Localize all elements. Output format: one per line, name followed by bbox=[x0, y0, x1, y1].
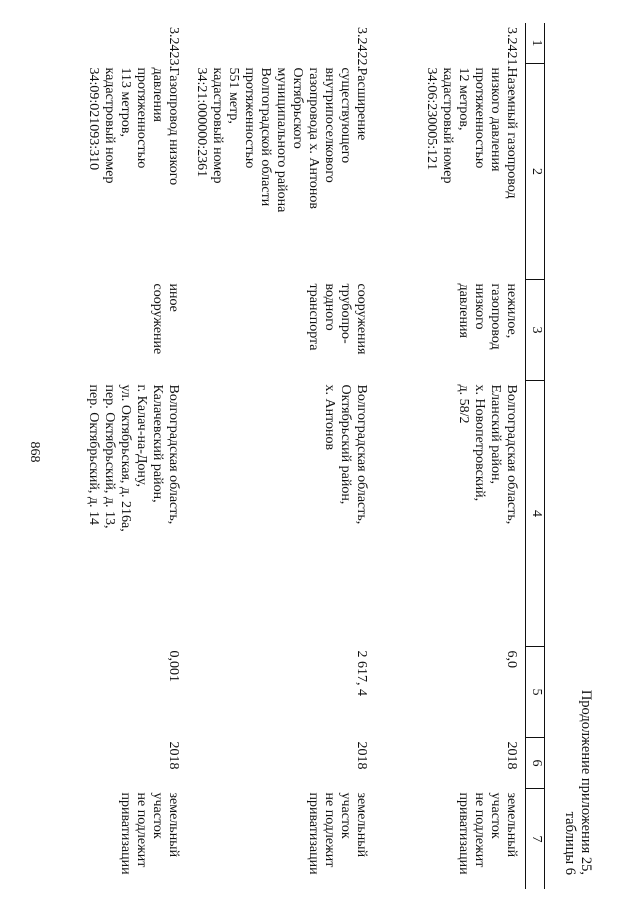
object-name: Наземный газопровод низкого давления протяженностью 12 метров, кадастровый номер 34:06:230005:121 bbox=[424, 67, 519, 198]
continuation-line-2: таблицы 6 bbox=[562, 811, 578, 875]
object-note: земельный участок не подлежит приватизации bbox=[456, 792, 519, 875]
header-col-2: 2 bbox=[526, 63, 545, 279]
row-number: 3.2421. bbox=[504, 26, 519, 69]
table-row bbox=[375, 23, 526, 889]
continuation-line-1: Продолжение приложения 25, bbox=[578, 689, 594, 875]
object-note: земельный участок не подлежит приватизации bbox=[118, 792, 181, 875]
object-type: иное сооружение bbox=[150, 283, 181, 354]
object-address: Волгоградская область, Калачевский район, г. Калач-на-Дону, ул. Октябрьская, д. 216а, пер. Октябрьский, д. 13, пер. Октябрьский, д. 14 bbox=[86, 384, 181, 532]
object-year: 2018 bbox=[354, 741, 369, 769]
row-number: 3.2422. bbox=[354, 26, 369, 69]
object-name: Расширение существующего внутрипоселкового газопровода х. Антонов Октябрьского муниципального района Волгоградской области протяженностью 551 метр, кадастровый номер 34:21:000000:2361 bbox=[194, 67, 369, 212]
row-number: 3.2423. bbox=[166, 26, 181, 69]
object-year: 2018 bbox=[504, 741, 519, 769]
table-row bbox=[37, 23, 187, 889]
property-table bbox=[37, 23, 545, 889]
header-col-6: 6 bbox=[526, 737, 545, 788]
object-address: Волгоградская область, Еланский район, х. Новопетровский, д. 58/2 bbox=[456, 384, 519, 524]
object-value: 6,0 bbox=[504, 650, 519, 668]
header-col-7: 7 bbox=[526, 788, 545, 889]
header-col-3: 3 bbox=[526, 279, 545, 380]
header-col-1: 1 bbox=[526, 23, 545, 64]
rotated-page bbox=[40, 23, 600, 883]
object-value: 2 617, 4 bbox=[354, 650, 369, 696]
object-type: нежилое, газопровод низкого давления bbox=[456, 283, 519, 350]
header-col-4: 4 bbox=[526, 380, 545, 646]
object-year: 2018 bbox=[166, 741, 181, 769]
object-address: Волгоградская область, Октябрьский район, х. Антонов bbox=[322, 384, 369, 524]
continuation-caption bbox=[562, 689, 594, 874]
header-row bbox=[526, 23, 545, 889]
object-value: 0,001 bbox=[166, 650, 181, 682]
table-row bbox=[187, 23, 375, 889]
page-number: 868 bbox=[27, 441, 42, 463]
object-name: Газопровод низкого давления протяженностью 113 метров, кадастровый номер 34:09:021093:310 bbox=[86, 67, 181, 185]
header-col-5: 5 bbox=[526, 646, 545, 737]
object-type: сооружения трубопро- водного транспорта bbox=[306, 283, 369, 354]
object-note: земельный участок не подлежит приватизации bbox=[306, 792, 369, 875]
